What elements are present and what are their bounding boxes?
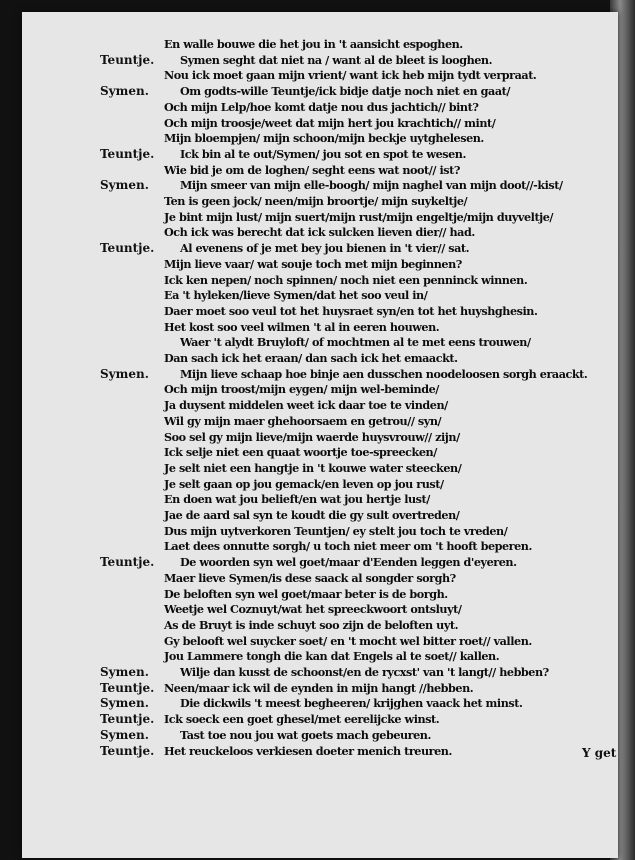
verse-text: Je selt gaan op jou gemack/en leven op jou rust/ <box>164 476 444 491</box>
verse-text: Mijn lieve schaap hoe binje aen dusschen noodeloosen sorgh eraackt. <box>180 366 588 381</box>
text-line <box>22 67 618 83</box>
verse-text: En walle bouwe die het jou in 't aansicht espoghen. <box>164 37 463 51</box>
text-line <box>22 99 618 115</box>
verse-text: Dan sach ick het eraan/ dan sach ick het emaackt. <box>164 351 458 365</box>
verse-text: De woorden syn wel goet/maar d'Eenden leggen d'eyeren. <box>180 555 517 570</box>
text-line <box>22 664 618 680</box>
text-line <box>22 523 618 539</box>
text-line <box>22 554 618 570</box>
text-line <box>22 36 618 52</box>
verse-text: Neen/maar ick wil de eynden in mijn hangt //hebben. <box>164 680 474 695</box>
catchword: Y get <box>582 746 617 760</box>
verse-text: Daer moet soo veul tot het huysraet syn/en tot het huyshghesin. <box>164 303 538 318</box>
text-line <box>22 240 618 256</box>
speaker-name: Symen. <box>100 696 149 711</box>
verse-text: Wilje dan kusst de schoonst/en de rycxst' van 't langt// hebben? <box>180 665 549 679</box>
text-line <box>22 83 618 99</box>
verse-text: Die dickwils 't meest begheeren/ krijghen vaack het minst. <box>180 696 523 711</box>
text-line <box>22 224 618 240</box>
text-line <box>22 162 618 178</box>
text-line <box>22 601 618 617</box>
text-line <box>22 350 618 366</box>
text-line <box>22 334 618 350</box>
text-line <box>22 193 618 209</box>
verse-text: Och ick was berecht dat ick sulcken lieven dier// had. <box>164 225 475 240</box>
speaker-name: Teuntje. <box>100 241 155 256</box>
text-line <box>22 413 618 429</box>
text-line <box>22 272 618 288</box>
verse-text: En doen wat jou belieft/en wat jou hertje lust/ <box>164 492 430 507</box>
text-line <box>22 366 618 382</box>
verse-text: Ick soeck een goet ghesel/met eerelijcke winst. <box>164 712 440 727</box>
speaker-name: Symen. <box>100 178 149 193</box>
text-line <box>22 303 618 319</box>
verse-text: Ea 't hyleken/lieve Symen/dat het soo veul in/ <box>164 288 428 303</box>
text-line <box>22 570 618 586</box>
verse-text: Wil gy mijn maer ghehoorsaem en getrou// syn/ <box>164 413 442 428</box>
verse-text: Mijn lieve vaar/ wat souje toch met mijn beginnen? <box>164 256 462 271</box>
text-line <box>22 476 618 492</box>
text-line <box>22 507 618 523</box>
text-line <box>22 695 618 711</box>
text-line <box>22 648 618 664</box>
text-line <box>22 381 618 397</box>
book-page <box>22 12 618 858</box>
verse-text: Ick ken nepen/ noch spinnen/ noch niet een penninck winnen. <box>164 272 528 287</box>
text-line <box>22 115 618 131</box>
speaker-name: Teuntje. <box>100 712 155 727</box>
verse-text: Och mijn Lelp/hoe komt datje nou dus jachtich// bint? <box>164 99 479 114</box>
text-line <box>22 633 618 649</box>
verse-text: Ten is geen jock/ neen/mijn broortje/ mijn suykeltje/ <box>164 194 468 208</box>
verse-text: Weetje wel Coznuyt/wat het spreeckwoort ontsluyt/ <box>164 602 462 617</box>
verse-text: As de Bruyt is inde schuyt soo zijn de beloften uyt. <box>164 617 459 632</box>
text-line <box>22 586 618 602</box>
text-line <box>22 146 618 162</box>
verse-text: Dus mijn uytverkoren Teuntjen/ ey stelt jou toch te vreden/ <box>164 523 508 538</box>
verse-text: Het kost soo veel wilmen 't al in eeren houwen. <box>164 319 440 334</box>
verse-text: Symen seght dat niet na / want al de bleet is looghen. <box>180 52 493 67</box>
verse-text: Gy belooft wel suycker soet/ en 't mocht wel bitter roet// vallen. <box>164 633 532 648</box>
verse-text: Mijn bloempjen/ mijn schoon/mijn beckje uytghelesen. <box>164 131 484 146</box>
speaker-name: Teuntje. <box>100 52 155 67</box>
speaker-name: Teuntje. <box>100 743 155 758</box>
text-line <box>22 491 618 507</box>
verse-text: Ick selje niet een quaat woortje toe-spreecken/ <box>164 445 437 460</box>
speaker-name: Teuntje. <box>100 146 155 161</box>
text-line <box>22 429 618 445</box>
text-line <box>22 177 618 193</box>
verse-text: Jae de aard sal syn te koudt die gy sult overtreden/ <box>164 508 460 522</box>
verse-text: Je bint mijn lust/ mijn suert/mijn rust/mijn engeltje/mijn duyveltje/ <box>164 209 554 224</box>
verse-text: Och mijn troost/mijn eygen/ mijn wel-beminde/ <box>164 382 439 397</box>
text-line <box>22 52 618 68</box>
verse-text: Ick bin al te out/Symen/ jou sot en spot te wesen. <box>180 146 466 161</box>
verse-text: Je selt niet een hangtje in 't kouwe water steecken/ <box>164 460 462 475</box>
text-line <box>22 319 618 335</box>
text-line <box>22 130 618 146</box>
verse-text: Mijn smeer van mijn elle-boogh/ mijn naghel van mijn doot//-kist/ <box>180 178 563 193</box>
speaker-name: Symen. <box>100 366 149 381</box>
verse-text: Het reuckeloos verkiesen doeter menich treuren. <box>164 743 452 758</box>
speaker-name: Symen. <box>100 665 149 679</box>
text-line <box>22 743 618 759</box>
speaker-name: Teuntje. <box>100 680 155 695</box>
text-line <box>22 711 618 727</box>
text-line <box>22 209 618 225</box>
verse-text: Maer lieve Symen/is dese saack al songder sorgh? <box>164 570 456 585</box>
verse-text: Wie bid je om de loghen/ seght eens wat noot// ist? <box>164 162 460 177</box>
verse-text: Nou ick moet gaan mijn vrient/ want ick heb mijn tydt verpraat. <box>164 68 537 83</box>
verse-text: Waer 't alydt Bruyloft/ of mochtmen al te met eens trouwen/ <box>180 335 531 350</box>
text-line <box>22 444 618 460</box>
text-line <box>22 460 618 476</box>
verse-text: Jou Lammere tongh die kan dat Engels al te soet// kallen. <box>164 649 500 664</box>
text-line <box>22 397 618 413</box>
verse-text: De beloften syn wel goet/maar beter is de borgh. <box>164 586 448 601</box>
text-line <box>22 538 618 554</box>
text-line <box>22 680 618 696</box>
text-line <box>22 287 618 303</box>
text-line <box>22 727 618 743</box>
verse-text: Laet dees onnutte sorgh/ u toch niet meer om 't hooft beperen. <box>164 539 532 554</box>
speaker-name: Teuntje. <box>100 555 155 570</box>
text-line <box>22 617 618 633</box>
verse-text: Ja duysent middelen weet ick daar toe te vinden/ <box>164 398 448 413</box>
speaker-name: Symen. <box>100 84 149 99</box>
verse-text: Och mijn troosje/weet dat mijn hert jou krachtich// mint/ <box>164 115 496 130</box>
verse-text: Om godts-wille Teuntje/ick bidje datje noch niet en gaat/ <box>180 84 510 99</box>
speaker-name: Symen. <box>100 727 149 742</box>
verse-text: Al evenens of je met bey jou bienen in 't vier// sat. <box>180 241 470 256</box>
verse-text: Soo sel gy mijn lieve/mijn waerde huysvrouw// zijn/ <box>164 429 460 444</box>
verse-text: Tast toe nou jou wat goets mach gebeuren. <box>180 727 431 742</box>
text-line <box>22 256 618 272</box>
